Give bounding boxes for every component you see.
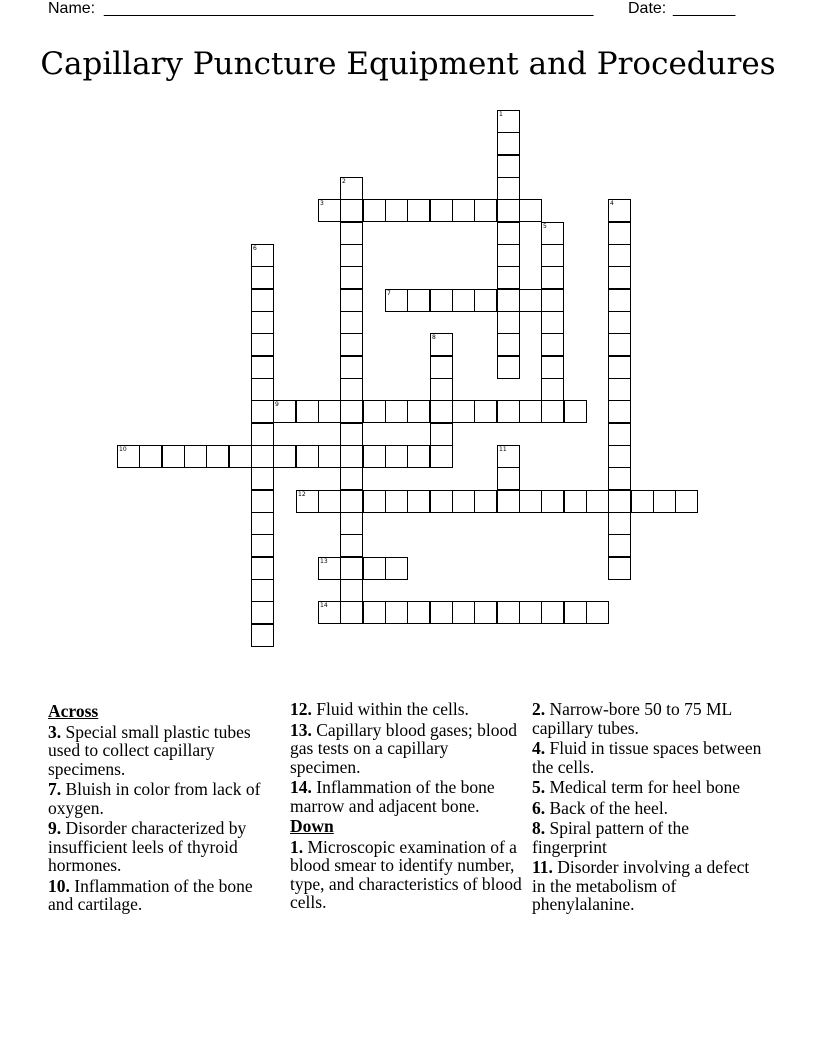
grid-cell[interactable] bbox=[139, 445, 162, 468]
grid-cell[interactable] bbox=[653, 490, 676, 513]
grid-cell[interactable] bbox=[519, 199, 542, 222]
page-title: Capillary Puncture Equipment and Procedures bbox=[40, 46, 776, 82]
grid-cell[interactable] bbox=[340, 400, 363, 423]
grid-cell[interactable] bbox=[318, 199, 341, 222]
grid-cell[interactable] bbox=[385, 490, 408, 513]
grid-cell[interactable] bbox=[184, 445, 207, 468]
grid-cell[interactable] bbox=[608, 423, 631, 446]
grid-cell[interactable] bbox=[541, 311, 564, 334]
grid-cell[interactable] bbox=[251, 378, 274, 401]
grid-cell[interactable] bbox=[541, 289, 564, 312]
grid-cell[interactable] bbox=[251, 445, 274, 468]
grid-cell[interactable] bbox=[363, 601, 386, 624]
grid-cell[interactable] bbox=[608, 490, 631, 513]
clue-number-label: 13 bbox=[320, 558, 328, 565]
grid-cell[interactable] bbox=[340, 512, 363, 535]
grid-cell[interactable] bbox=[363, 445, 386, 468]
grid-cell[interactable] bbox=[385, 199, 408, 222]
grid-cell[interactable] bbox=[497, 266, 520, 289]
grid-cell[interactable] bbox=[340, 601, 363, 624]
grid-cell[interactable] bbox=[608, 333, 631, 356]
grid-cell[interactable] bbox=[452, 199, 475, 222]
clue-number-label: 2 bbox=[342, 178, 346, 185]
grid-cell[interactable] bbox=[474, 601, 497, 624]
grid-cell[interactable] bbox=[430, 356, 453, 379]
grid-cell[interactable] bbox=[452, 601, 475, 624]
grid-cell[interactable] bbox=[340, 311, 363, 334]
grid-cell[interactable] bbox=[474, 289, 497, 312]
grid-cell[interactable] bbox=[340, 244, 363, 267]
grid-cell[interactable] bbox=[497, 311, 520, 334]
grid-cell[interactable] bbox=[251, 356, 274, 379]
clue-number-label: 1 bbox=[499, 111, 503, 118]
grid-cell[interactable] bbox=[430, 289, 453, 312]
grid-cell[interactable] bbox=[363, 557, 386, 580]
grid-cell[interactable] bbox=[251, 601, 274, 624]
grid-cell[interactable] bbox=[564, 490, 587, 513]
grid-cell[interactable] bbox=[430, 333, 453, 356]
grid-cell[interactable] bbox=[318, 490, 341, 513]
clue-down-8: 8. Spiral pattern of the fingerprint bbox=[532, 818, 689, 857]
grid-cell[interactable] bbox=[296, 445, 319, 468]
down-heading: Down bbox=[290, 816, 334, 836]
clue-down-5: 5. Medical term for heel bone bbox=[532, 777, 740, 797]
grid-cell[interactable] bbox=[340, 177, 363, 200]
grid-cell[interactable] bbox=[497, 110, 520, 133]
grid-cell[interactable] bbox=[251, 400, 274, 423]
grid-cell[interactable] bbox=[608, 289, 631, 312]
grid-cell[interactable] bbox=[608, 400, 631, 423]
grid-cell[interactable] bbox=[497, 155, 520, 178]
grid-cell[interactable] bbox=[318, 445, 341, 468]
grid-cell[interactable] bbox=[608, 378, 631, 401]
date-label: Date: bbox=[628, 0, 667, 17]
grid-cell[interactable] bbox=[608, 467, 631, 490]
grid-cell[interactable] bbox=[474, 400, 497, 423]
clue-across-13: 13. Capillary blood gases; blood gas tests on a capillary specimen. bbox=[290, 719, 517, 777]
clue-across-9: 9. Disorder characterized by insufficient leels of thyroid hormones. bbox=[48, 818, 247, 875]
clue-number-label: 8 bbox=[432, 334, 436, 341]
clue-number-label: 5 bbox=[543, 223, 547, 230]
grid-cell[interactable] bbox=[497, 132, 520, 155]
grid-cell[interactable] bbox=[497, 222, 520, 245]
name-blank-line: _______________________________________________________ bbox=[104, 0, 594, 17]
grid-cell[interactable] bbox=[363, 490, 386, 513]
grid-cell[interactable] bbox=[541, 400, 564, 423]
grid-cell[interactable] bbox=[497, 199, 520, 222]
grid-cell[interactable] bbox=[363, 400, 386, 423]
grid-cell[interactable] bbox=[251, 311, 274, 334]
grid-cell[interactable] bbox=[117, 445, 140, 468]
grid-cell[interactable] bbox=[340, 557, 363, 580]
clue-number-label: 14 bbox=[320, 602, 328, 609]
grid-cell[interactable] bbox=[251, 624, 274, 647]
grid-cell[interactable] bbox=[251, 423, 274, 446]
grid-cell[interactable] bbox=[251, 579, 274, 602]
grid-cell[interactable] bbox=[608, 534, 631, 557]
grid-cell[interactable] bbox=[631, 490, 654, 513]
grid-cell[interactable] bbox=[474, 199, 497, 222]
grid-cell[interactable] bbox=[541, 356, 564, 379]
grid-cell[interactable] bbox=[541, 490, 564, 513]
grid-cell[interactable] bbox=[318, 400, 341, 423]
grid-cell[interactable] bbox=[564, 400, 587, 423]
grid-cell[interactable] bbox=[519, 601, 542, 624]
grid-cell[interactable] bbox=[407, 490, 430, 513]
grid-cell[interactable] bbox=[296, 400, 319, 423]
grid-cell[interactable] bbox=[608, 222, 631, 245]
grid-cell[interactable] bbox=[541, 222, 564, 245]
clue-number-label: 12 bbox=[298, 491, 306, 498]
clue-across-3: 3. Special small plastic tubes used to collect capillary specimens. bbox=[48, 721, 251, 779]
grid-cell[interactable] bbox=[608, 557, 631, 580]
grid-cell[interactable] bbox=[586, 601, 609, 624]
grid-cell[interactable] bbox=[564, 601, 587, 624]
clue-number-label: 4 bbox=[610, 200, 614, 207]
grid-cell[interactable] bbox=[340, 356, 363, 379]
grid-cell[interactable] bbox=[497, 244, 520, 267]
grid-cell[interactable] bbox=[452, 400, 475, 423]
grid-cell[interactable] bbox=[340, 266, 363, 289]
clue-number-label: 7 bbox=[387, 290, 391, 297]
grid-cell[interactable] bbox=[497, 601, 520, 624]
grid-cell[interactable] bbox=[497, 400, 520, 423]
grid-cell[interactable] bbox=[340, 222, 363, 245]
grid-cell[interactable] bbox=[430, 445, 453, 468]
grid-cell[interactable] bbox=[385, 289, 408, 312]
clue-column-1 bbox=[48, 700, 280, 916]
clue-down-11: 11. Disorder involving a defect in the metabolism of phenylalanine. bbox=[532, 857, 750, 914]
grid-cell[interactable] bbox=[340, 445, 363, 468]
grid-cell[interactable] bbox=[273, 445, 296, 468]
clue-across-12: 12. Fluid within the cells. bbox=[290, 699, 469, 719]
across-heading: Across bbox=[48, 701, 99, 721]
clues-section bbox=[48, 700, 778, 1000]
grid-cell[interactable] bbox=[586, 490, 609, 513]
clue-down-4: 4. Fluid in tissue spaces between the cells. bbox=[532, 738, 762, 777]
clue-down-1: 1. Microscopic examination of a blood smear to identify number, type, and characteristics of blood cells. bbox=[290, 836, 522, 912]
grid-cell[interactable] bbox=[340, 534, 363, 557]
grid-cell[interactable] bbox=[497, 445, 520, 468]
grid-cell[interactable] bbox=[430, 423, 453, 446]
grid-cell[interactable] bbox=[318, 601, 341, 624]
grid-cell[interactable] bbox=[407, 199, 430, 222]
clue-down-2: 2. Narrow-bore 50 to 75 ML capillary tubes. bbox=[532, 699, 732, 738]
date-blank-line: _______ bbox=[673, 0, 736, 17]
grid-cell[interactable] bbox=[497, 289, 520, 312]
grid-cell[interactable] bbox=[251, 534, 274, 557]
grid-cell[interactable] bbox=[407, 289, 430, 312]
grid-cell[interactable] bbox=[430, 601, 453, 624]
grid-cell[interactable] bbox=[608, 445, 631, 468]
grid-cell[interactable] bbox=[340, 378, 363, 401]
grid-cell[interactable] bbox=[608, 512, 631, 535]
grid-cell[interactable] bbox=[340, 199, 363, 222]
grid-cell[interactable] bbox=[385, 445, 408, 468]
grid-cell[interactable] bbox=[608, 266, 631, 289]
grid-cell[interactable] bbox=[675, 490, 698, 513]
grid-cell[interactable] bbox=[407, 445, 430, 468]
grid-cell[interactable] bbox=[340, 490, 363, 513]
grid-cell[interactable] bbox=[340, 333, 363, 356]
grid-cell[interactable] bbox=[407, 601, 430, 624]
grid-cell[interactable] bbox=[385, 557, 408, 580]
clue-number-label: 3 bbox=[320, 200, 324, 207]
grid-cell[interactable] bbox=[363, 199, 386, 222]
clue-across-14: 14. Inflammation of the bone marrow and adjacent bone. bbox=[290, 777, 495, 816]
grid-cell[interactable] bbox=[608, 244, 631, 267]
grid-cell[interactable] bbox=[430, 490, 453, 513]
clue-across-10: 10. Inflammation of the bone and cartilage. bbox=[48, 875, 253, 914]
clue-number-label: 11 bbox=[499, 446, 507, 453]
grid-cell[interactable] bbox=[407, 400, 430, 423]
name-label: Name: bbox=[48, 0, 96, 17]
grid-cell[interactable] bbox=[430, 199, 453, 222]
grid-cell[interactable] bbox=[251, 266, 274, 289]
grid-cell[interactable] bbox=[430, 400, 453, 423]
grid-cell[interactable] bbox=[541, 601, 564, 624]
grid-cell[interactable] bbox=[497, 490, 520, 513]
grid-cell[interactable] bbox=[608, 311, 631, 334]
clue-down-6: 6. Back of the heel. bbox=[532, 797, 669, 818]
grid-cell[interactable] bbox=[251, 490, 274, 513]
grid-cell[interactable] bbox=[273, 400, 296, 423]
clue-column-2 bbox=[290, 700, 522, 914]
grid-cell[interactable] bbox=[452, 490, 475, 513]
grid-cell[interactable] bbox=[206, 445, 229, 468]
grid-cell[interactable] bbox=[385, 400, 408, 423]
grid-cell[interactable] bbox=[497, 177, 520, 200]
grid-cell[interactable] bbox=[251, 289, 274, 312]
clue-number-label: 10 bbox=[119, 446, 127, 453]
grid-cell[interactable] bbox=[318, 557, 341, 580]
grid-cell[interactable] bbox=[608, 199, 631, 222]
grid-cell[interactable] bbox=[497, 467, 520, 490]
grid-cell[interactable] bbox=[474, 490, 497, 513]
grid-cell[interactable] bbox=[340, 289, 363, 312]
grid-cell[interactable] bbox=[251, 333, 274, 356]
grid-cell[interactable] bbox=[340, 423, 363, 446]
grid-cell[interactable] bbox=[340, 467, 363, 490]
grid-cell[interactable] bbox=[497, 356, 520, 379]
grid-cell[interactable] bbox=[519, 400, 542, 423]
grid-cell[interactable] bbox=[608, 356, 631, 379]
clue-across-7: 7. Bluish in color from lack of oxygen. bbox=[48, 779, 261, 818]
grid-cell[interactable] bbox=[541, 378, 564, 401]
grid-cell[interactable] bbox=[251, 244, 274, 267]
clue-number-label: 6 bbox=[253, 245, 257, 252]
grid-cell[interactable] bbox=[385, 601, 408, 624]
grid-cell[interactable] bbox=[340, 579, 363, 602]
clue-number-label: 9 bbox=[275, 401, 279, 408]
grid-cell[interactable] bbox=[541, 266, 564, 289]
grid-cell[interactable] bbox=[162, 445, 185, 468]
grid-cell[interactable] bbox=[452, 289, 475, 312]
grid-cell[interactable] bbox=[430, 378, 453, 401]
grid-cell[interactable] bbox=[541, 333, 564, 356]
grid-cell[interactable] bbox=[541, 244, 564, 267]
grid-cell[interactable] bbox=[296, 490, 319, 513]
grid-cell[interactable] bbox=[251, 467, 274, 490]
grid-cell[interactable] bbox=[251, 557, 274, 580]
grid-cell[interactable] bbox=[251, 512, 274, 535]
grid-cell[interactable] bbox=[519, 289, 542, 312]
grid-cell[interactable] bbox=[519, 490, 542, 513]
clue-column-3 bbox=[532, 700, 764, 916]
grid-cell[interactable] bbox=[229, 445, 252, 468]
grid-cell[interactable] bbox=[497, 333, 520, 356]
